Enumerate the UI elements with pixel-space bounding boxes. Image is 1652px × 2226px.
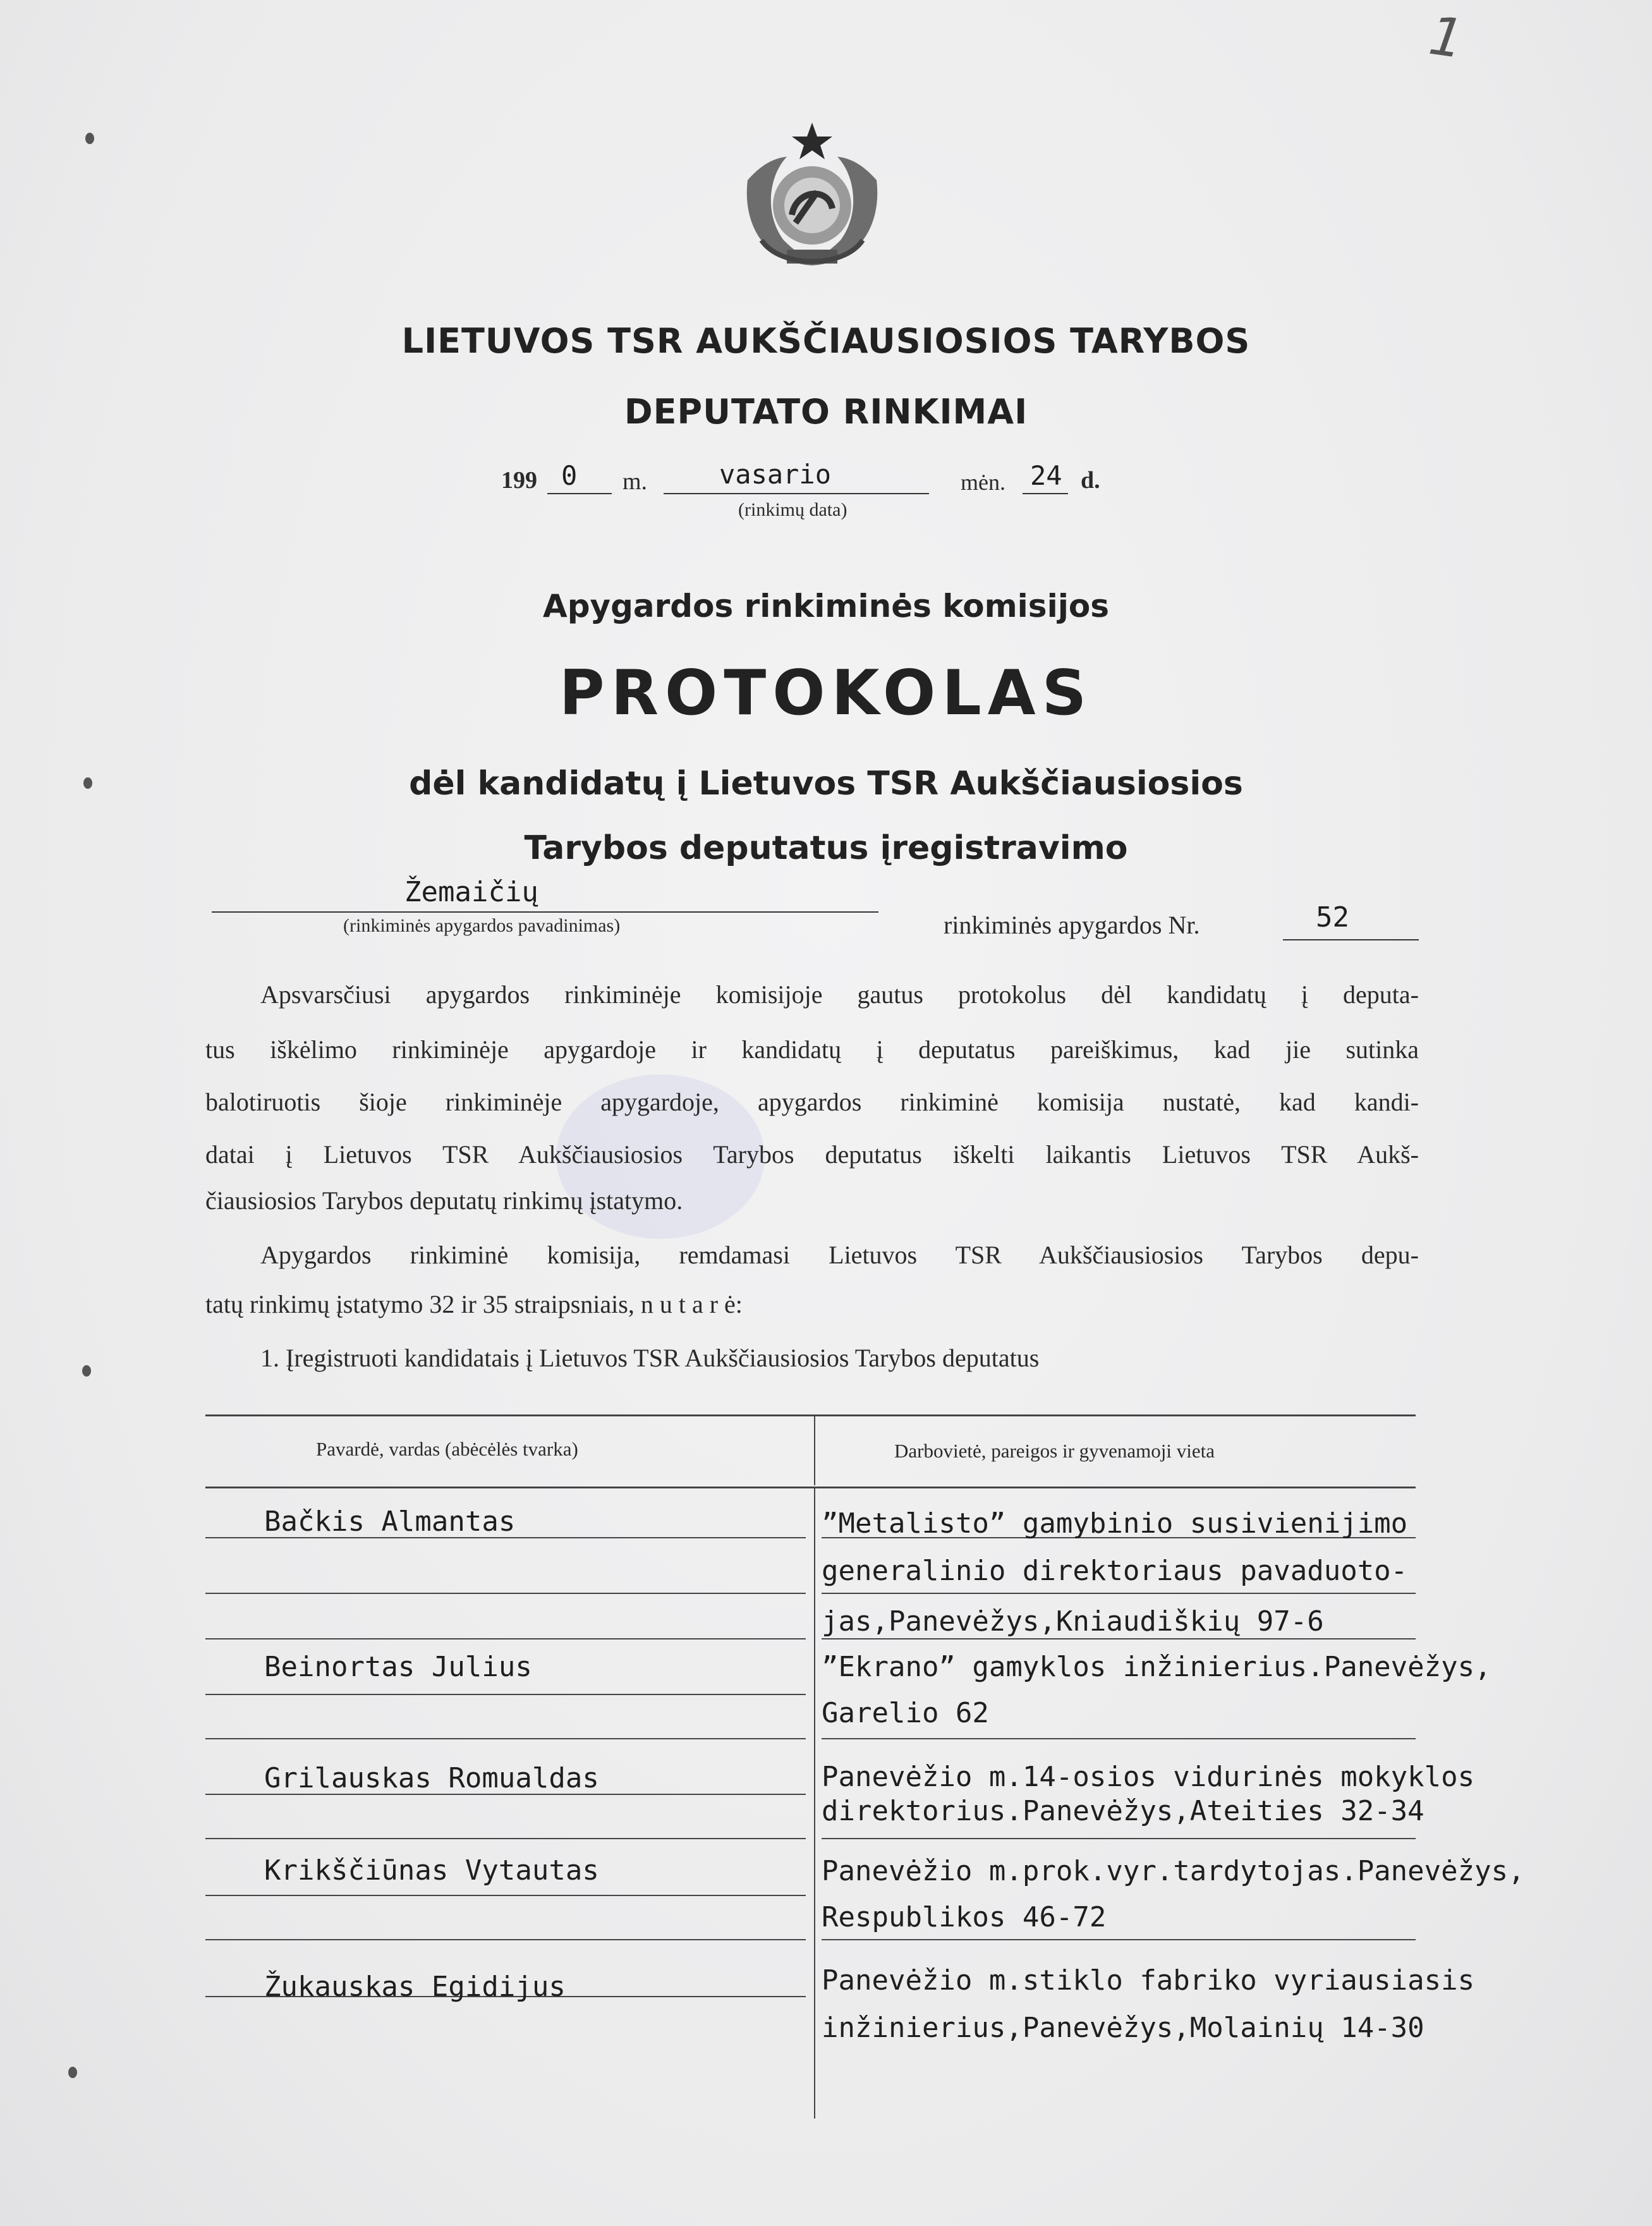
- table-top-rule: [205, 1414, 1416, 1416]
- candidate-name: Grilauskas Romualdas: [264, 1762, 599, 1794]
- paragraph-line: balotiruotis šioje rinkiminėje apygardoje, apygardos rinkiminė komisija nustatė, kad kandi-: [205, 1088, 1419, 1116]
- candidate-name: Žukauskas Egidijus: [264, 1971, 566, 2003]
- table-column-divider: [814, 1416, 815, 1485]
- district-number-label: rinkiminės apygardos Nr.: [944, 911, 1200, 939]
- candidate-work: Panevėžio m.prok.vyr.tardytojas.Panevėžys,: [822, 1855, 1525, 1887]
- candidate-name: Beinortas Julius: [264, 1651, 532, 1683]
- underline: [547, 493, 612, 494]
- underline: [1283, 939, 1419, 940]
- underline: [664, 493, 929, 494]
- row-rule: [205, 1838, 806, 1839]
- date-month: vasario: [719, 459, 832, 490]
- date-day: 24: [1030, 460, 1062, 491]
- row-rule: [205, 1939, 806, 1940]
- date-year-digit: 0: [561, 460, 578, 491]
- row-rule: [822, 1738, 1416, 1739]
- row-rule: [822, 1638, 1416, 1639]
- candidate-name: Bačkis Almantas: [264, 1505, 516, 1538]
- candidate-work: Respublikos 46-72: [822, 1901, 1107, 1933]
- candidate-work: inžinierius,Panevėžys,Molainių 14-30: [822, 2012, 1424, 2044]
- header-subtitle: DEPUTATO RINKIMAI: [624, 392, 1028, 432]
- underline: [212, 911, 878, 913]
- candidate-name: Krikščiūnas Vytautas: [264, 1854, 599, 1887]
- date-year-prefix: 199: [501, 467, 537, 494]
- header-title: LIETUVOS TSR AUKŠČIAUSIOSIOS TARYBOS: [401, 321, 1251, 361]
- punch-hole-mark: [85, 133, 94, 144]
- district-name: Žemaičių: [404, 876, 538, 908]
- paragraph-line: čiausiosios Tarybos deputatų rinkimų įstatymo.: [205, 1186, 683, 1215]
- row-rule: [205, 1895, 806, 1896]
- candidate-work: ”Metalisto” gamybinio susivienijimo: [822, 1507, 1408, 1540]
- candidate-work: direktorius.Panevėžys,Ateities 32-34: [822, 1795, 1424, 1827]
- row-rule: [205, 1738, 806, 1739]
- paragraph-line: datai į Lietuvos TSR Aukščiausiosios Tarybos deputatus iškelti laikantis Lietuvos TSR Aukš-: [205, 1140, 1419, 1169]
- commission-title: Apygardos rinkiminės komisijos: [543, 588, 1109, 624]
- paragraph-line: tus iškėlimo rinkiminėje apygardoje ir kandidatų į deputatus pareiškimus, kad jie sutinka: [205, 1035, 1419, 1064]
- table-header-name: Pavardė, vardas (abėcėlės tvarka): [316, 1438, 578, 1460]
- candidate-work: generalinio direktoriaus pavaduoto-: [822, 1555, 1408, 1587]
- table-column-divider: [814, 1487, 815, 2119]
- row-rule: [822, 1838, 1416, 1839]
- row-rule: [822, 1939, 1416, 1940]
- underline: [1023, 493, 1068, 494]
- candidate-work: ”Ekrano” gamyklos inžinierius.Panevėžys,: [822, 1651, 1491, 1683]
- page-number: 1: [1425, 4, 1468, 71]
- lithuanian-ssr-emblem-icon: [736, 120, 888, 284]
- table-header-rule: [205, 1487, 1416, 1488]
- date-men-label: mėn.: [961, 470, 1005, 495]
- date-caption: (rinkimų data): [738, 499, 847, 520]
- paragraph-line: tatų rinkimų įstatymo 32 ir 35 straipsniais, n u t a r ė:: [205, 1290, 743, 1318]
- protocol-title: PROTOKOLAS: [559, 657, 1093, 729]
- row-rule: [205, 1593, 806, 1594]
- district-name-caption: (rinkiminės apygardos pavadinimas): [343, 915, 621, 936]
- resolution-item: 1. Įregistruoti kandidatais į Lietuvos TSR Aukščiausiosios Tarybos deputatus: [260, 1344, 1040, 1372]
- table-header-work: Darbovietė, pareigos ir gyvenamoji vieta: [894, 1440, 1215, 1462]
- candidate-work: Garelio 62: [822, 1697, 989, 1729]
- date-m-label: m.: [623, 468, 648, 495]
- candidate-work: Panevėžio m.stiklo fabriko vyriausiasis: [822, 1964, 1475, 1997]
- paragraph-line: Apsvarsčiusi apygardos rinkiminėje komisijoje gautus protokolus dėl kandidatų į deputa-: [260, 980, 1419, 1009]
- candidate-work: Panevėžio m.14-osios vidurinės mokyklos: [822, 1761, 1475, 1793]
- candidate-work: jas,Panevėžys,Kniaudiškių 97-6: [822, 1605, 1324, 1638]
- district-number: 52: [1316, 901, 1349, 934]
- date-d-label: d.: [1081, 467, 1100, 494]
- row-rule: [205, 1638, 806, 1639]
- punch-hole-mark: [68, 2067, 77, 2078]
- punch-hole-mark: [82, 1365, 91, 1377]
- row-rule: [205, 1694, 806, 1695]
- paragraph-line: Apygardos rinkiminė komisija, remdamasi Lietuvos TSR Aukščiausiosios Tarybos depu-: [260, 1241, 1419, 1269]
- subject-line-1: dėl kandidatų į Lietuvos TSR Aukščiausiosios: [409, 765, 1243, 803]
- row-rule: [822, 1593, 1416, 1594]
- subject-line-2: Tarybos deputatus įregistravimo: [524, 829, 1128, 867]
